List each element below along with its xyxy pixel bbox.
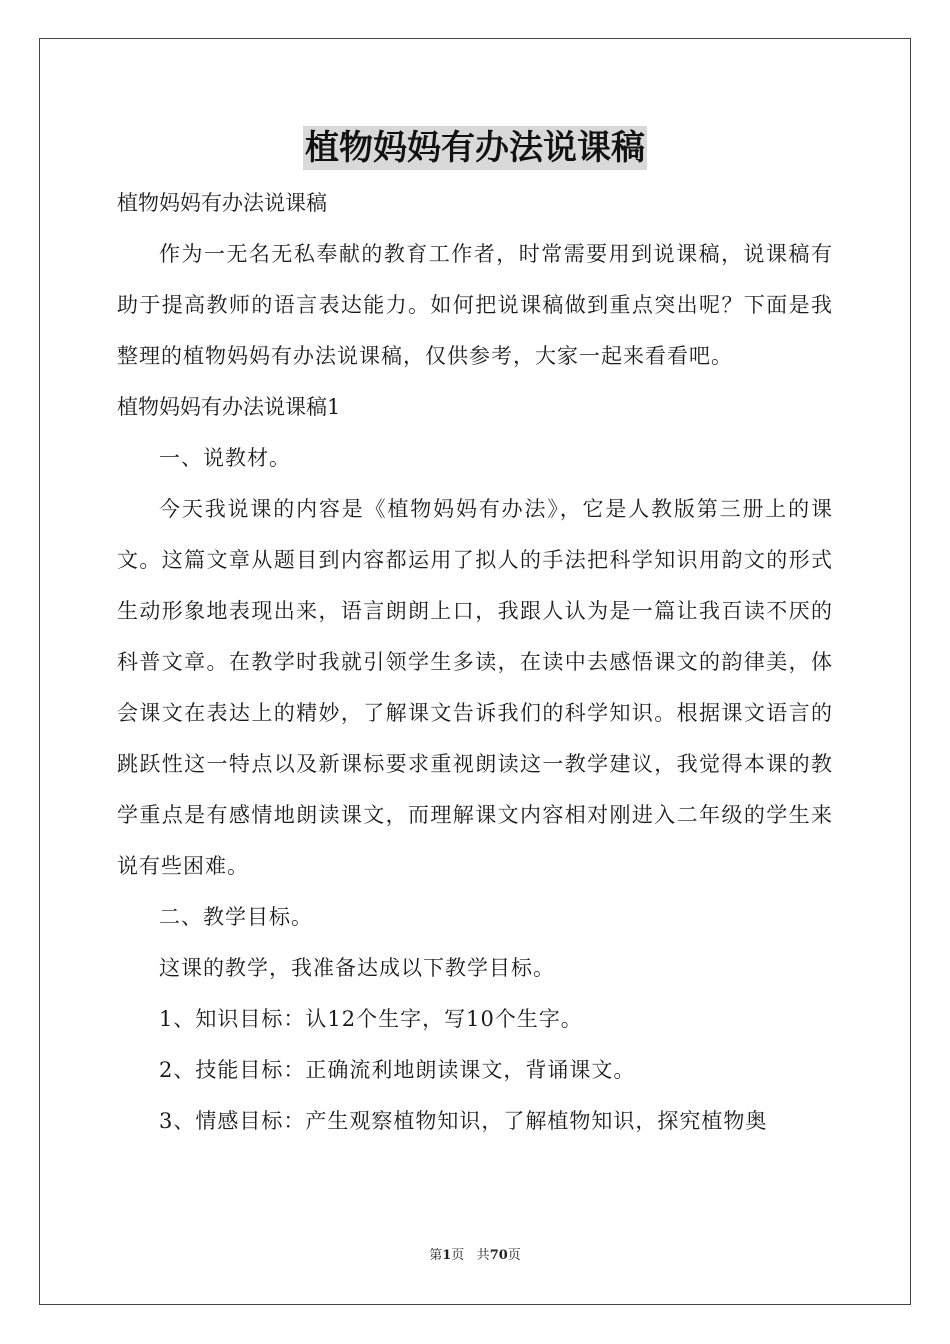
page-prefix: 第 bbox=[429, 1248, 443, 1263]
textbook-paragraph: 今天我说课的内容是《植物妈妈有办法》，它是人教版第三册上的课文。这篇文章从题目到内容都运用了拟人的手法把科学知识用韵文的形式生动形象地表现出来，语言朗朗上口，我跟人认为是一篇让我百读不厌的科普文章。在教学时我就引领学生多读，在读中去感悟课文的韵律美，体会课文在表达上的精妙，了解课文告诉我们的科学知识。根据课文语言的跳跃性这一特点以及新课标要求重视朗读这一教学建议，我觉得本课的教学重点是有感情地朗读课文，而理解课文内容相对刚进入二年级的学生来说有些困难。 bbox=[117, 497, 833, 878]
goal-skill: 2、技能目标：正确流利地朗读课文，背诵课文。 bbox=[159, 1058, 636, 1082]
section-title: 植物妈妈有办法说课稿1 bbox=[117, 395, 341, 419]
heading-textbook: 一、说教材。 bbox=[159, 446, 291, 470]
intro-paragraph: 作为一无名无私奉献的教育工作者，时常需要用到说课稿，说课稿有助于提高教师的语言表达能力。如何把说课稿做到重点突出呢？下面是我整理的植物妈妈有办法说课稿，仅供参考，大家一起来看看吧。 bbox=[117, 242, 833, 368]
goal-knowledge: 1、知识目标：认12个生字，写10个生字。 bbox=[159, 1007, 583, 1031]
total-suffix: 页 bbox=[507, 1248, 521, 1263]
goals-intro-paragraph: 这课的教学，我准备达成以下教学目标。 bbox=[159, 956, 555, 980]
document-body bbox=[117, 178, 833, 1147]
goal-emotion: 3、情感目标：产生观察植物知识，了解植物知识，探究植物奥 bbox=[159, 1109, 768, 1133]
page-suffix: 页 bbox=[451, 1248, 465, 1263]
document-title-wrapper bbox=[0, 126, 950, 170]
document-title: 植物妈妈有办法说课稿 bbox=[305, 128, 645, 168]
document-subtitle: 植物妈妈有办法说课稿 bbox=[117, 191, 327, 215]
total-prefix: 共 bbox=[476, 1248, 490, 1263]
page-current: 1 bbox=[442, 1248, 452, 1263]
page-total: 70 bbox=[489, 1248, 508, 1263]
page-footer bbox=[0, 1244, 950, 1263]
heading-teaching-goals: 二、教学目标。 bbox=[159, 905, 313, 929]
